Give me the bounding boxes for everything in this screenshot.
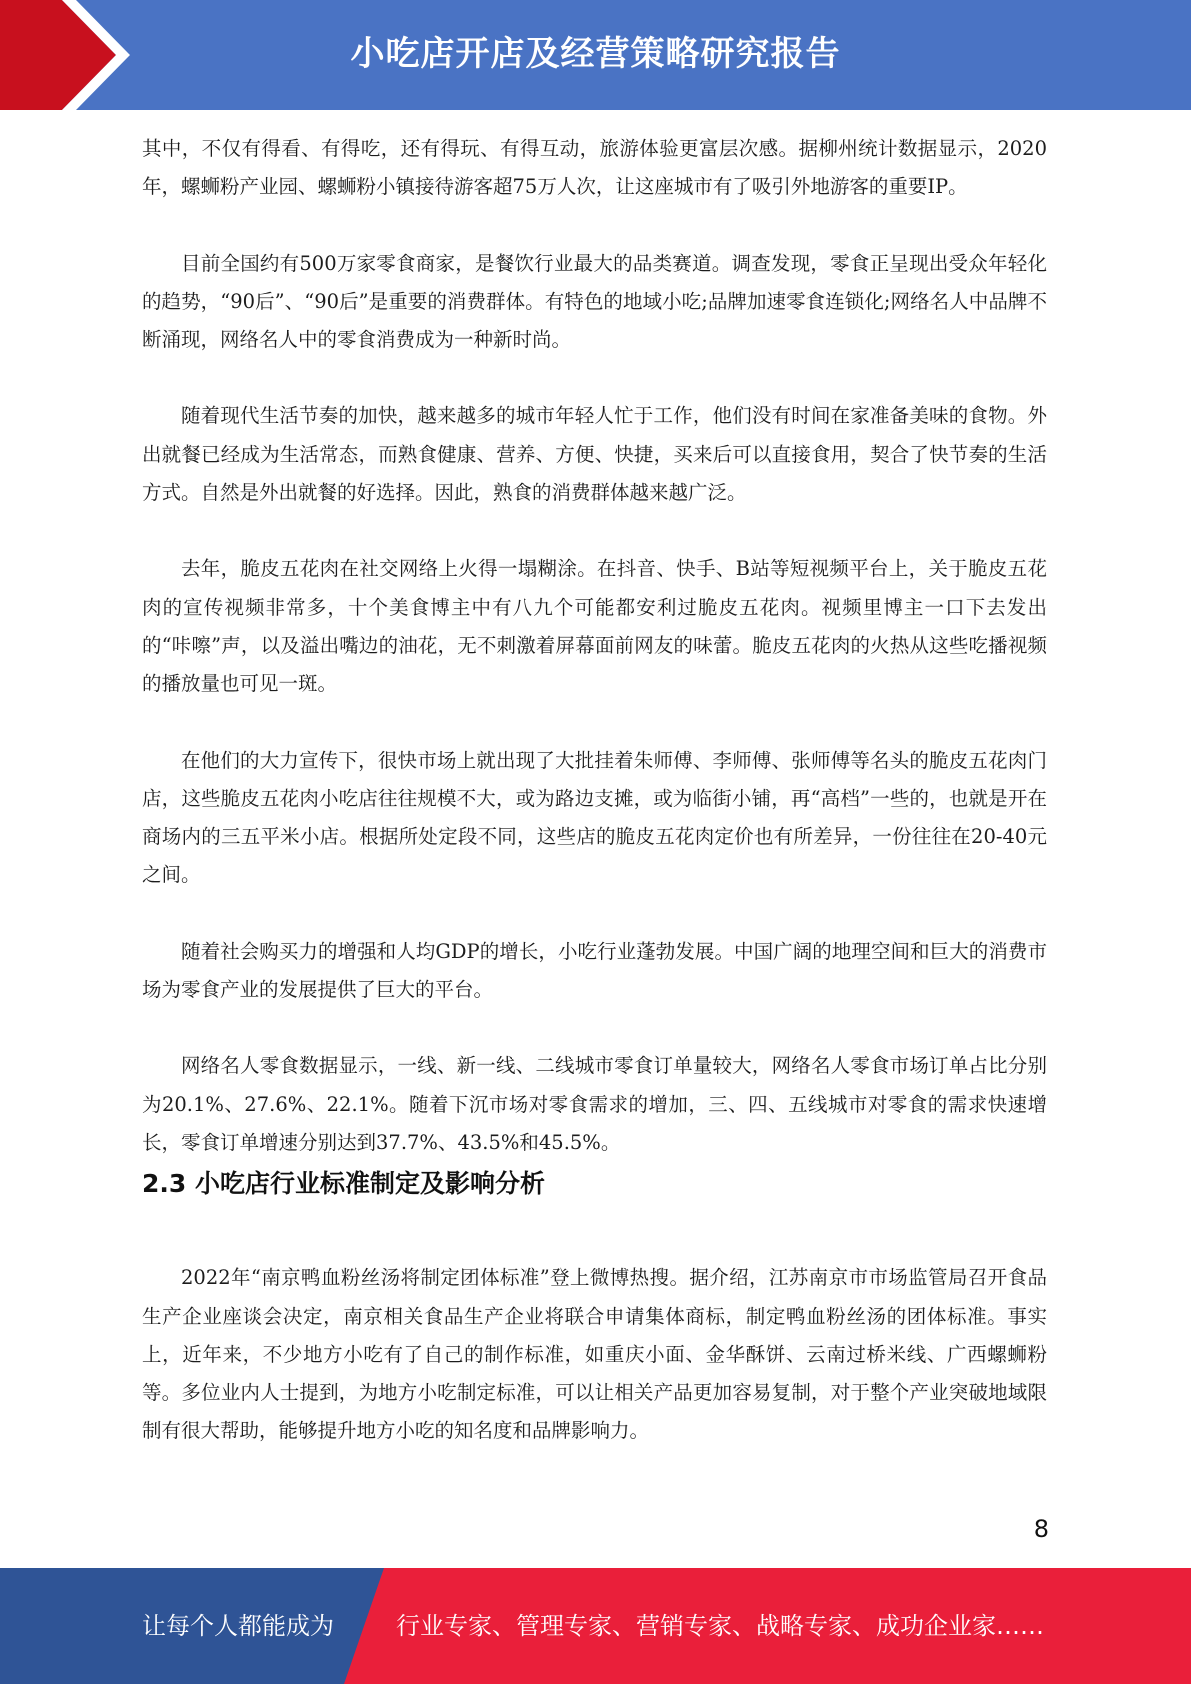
document-body <box>142 130 1047 1451</box>
footer-slogan-right: 行业专家、管理专家、营销专家、战略专家、成功企业家…… <box>396 1612 1044 1640</box>
paragraph-1: 其中，不仅有得看、有得吃，还有得玩、有得互动，旅游体验更富层次感。据柳州统计数据显示，2020年，螺蛳粉产业园、螺蛳粉小镇接待游客超75万人次，让这座城市有了吸引外地游客的重要IP。 <box>142 137 1047 199</box>
paragraph-5: 在他们的大力宣传下，很快市场上就出现了大批挂着朱师傅、李师傅、张师傅等名头的脆皮五花肉门店，这些脆皮五花肉小吃店往往规模不大，或为路边支摊，或为临街小铺，再“高档”一些的，也就是开在商场内的三五平米小店。根据所处定段不同，这些店的脆皮五花肉定价也有所差异，一份往往在20-40元之间。 <box>142 748 1047 887</box>
section-heading: 2.3 小吃店行业标准制定及影响分析 <box>142 1169 545 1199</box>
paragraph-8: 2022年“南京鸭血粉丝汤将制定团体标准”登上微博热搜。据介绍，江苏南京市市场监管局召开食品生产企业座谈会决定，南京相关食品生产企业将联合申请集体商标，制定鸭血粉丝汤的团体标准。事实上，近年来，不少地方小吃有了自己的制作标准，如重庆小面、金华酥饼、云南过桥米线、广西螺蛳粉等。多位业内人士提到，为地方小吃制定标准，可以让相关产品更加容易复制，对于整个产业突破地域限制有很大帮助，能够提升地方小吃的知名度和品牌影响力。 <box>142 1266 1047 1443</box>
paragraph-7: 网络名人零食数据显示，一线、新一线、二线城市零食订单量较大，网络名人零食市场订单占比分别为20.1%、27.6%、22.1%。随着下沉市场对零食需求的增加，三、四、五线城市对零食的需求快速增长，零食订单增速分别达到37.7%、43.5%和45.5%。 <box>142 1054 1047 1154</box>
paragraph-4: 去年，脆皮五花肉在社交网络上火得一塌糊涂。在抖音、快手、B站等短视频平台上，关于脆皮五花肉的宣传视频非常多，十个美食博主中有八九个可能都安利过脆皮五花肉。视频里博主一口下去发出的“咔嚓”声，以及溢出嘴边的油花，无不刺激着屏幕面前网友的味蕾。脆皮五花肉的火热从这些吃播视频的播放量也可见一斑。 <box>142 557 1047 696</box>
document-title: 小吃店开店及经营策略研究报告 <box>350 34 841 74</box>
paragraph-2: 目前全国约有500万家零食商家，是餐饮行业最大的品类赛道。调查发现，零食正呈现出受众年轻化的趋势，“90后”、“90后”是重要的消费群体。有特色的地域小吃;品牌加速零食连锁化;网络名人中品牌不断涌现，网络名人中的零食消费成为一种新时尚。 <box>142 251 1047 352</box>
footer-slogan-left: 让每个人都能成为 <box>142 1612 334 1640</box>
page-header <box>0 0 1191 110</box>
paragraph-6: 随着社会购买力的增强和人均GDP的增长，小吃行业蓬勃发展。中国广阔的地理空间和巨大的消费市场为零食产业的发展提供了巨大的平台。 <box>142 939 1047 1002</box>
page-number: 8 <box>1033 1515 1049 1543</box>
paragraph-3: 随着现代生活节奏的加快，越来越多的城市年轻人忙于工作，他们没有时间在家准备美味的食物。外出就餐已经成为生活常态，而熟食健康、营养、方便、快捷，买来后可以直接食用，契合了快节奏的生活方式。自然是外出就餐的好选择。因此，熟食的消费群体越来越广泛。 <box>142 404 1047 505</box>
page-footer <box>0 1568 1191 1684</box>
